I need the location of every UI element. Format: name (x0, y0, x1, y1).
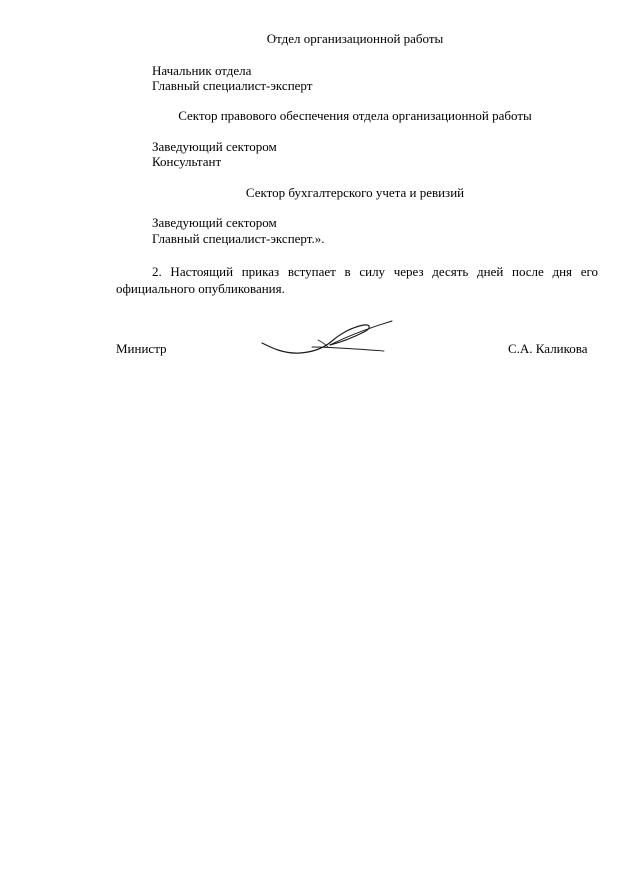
clause-paragraph (116, 263, 598, 297)
position-chief-specialist: Главный специалист-эксперт (152, 78, 313, 93)
minister-title: Министр (116, 341, 167, 356)
section-heading-legal-sector: Сектор правового обеспечения отдела организационной работы (178, 108, 532, 123)
position-sector-head: Заведующий сектором (152, 139, 277, 154)
position-chief-specialist-accounting: Главный специалист-эксперт.». (152, 231, 325, 246)
section-heading-org-department: Отдел организационной работы (266, 31, 444, 46)
clause-line-2: официального опубликования. (116, 281, 285, 296)
signatory-name: С.А. Каликова (508, 341, 588, 356)
position-head-of-department: Начальник отдела (152, 63, 252, 78)
signature-image (258, 315, 398, 365)
position-sector-head-accounting: Заведующий сектором (152, 215, 277, 230)
section-heading-accounting-sector: Сектор бухгалтерского учета и ревизий (245, 185, 465, 200)
clause-line-1: 2. Настоящий приказ вступает в силу через десять дней после дня его (152, 264, 598, 279)
position-consultant: Консультант (152, 154, 222, 169)
